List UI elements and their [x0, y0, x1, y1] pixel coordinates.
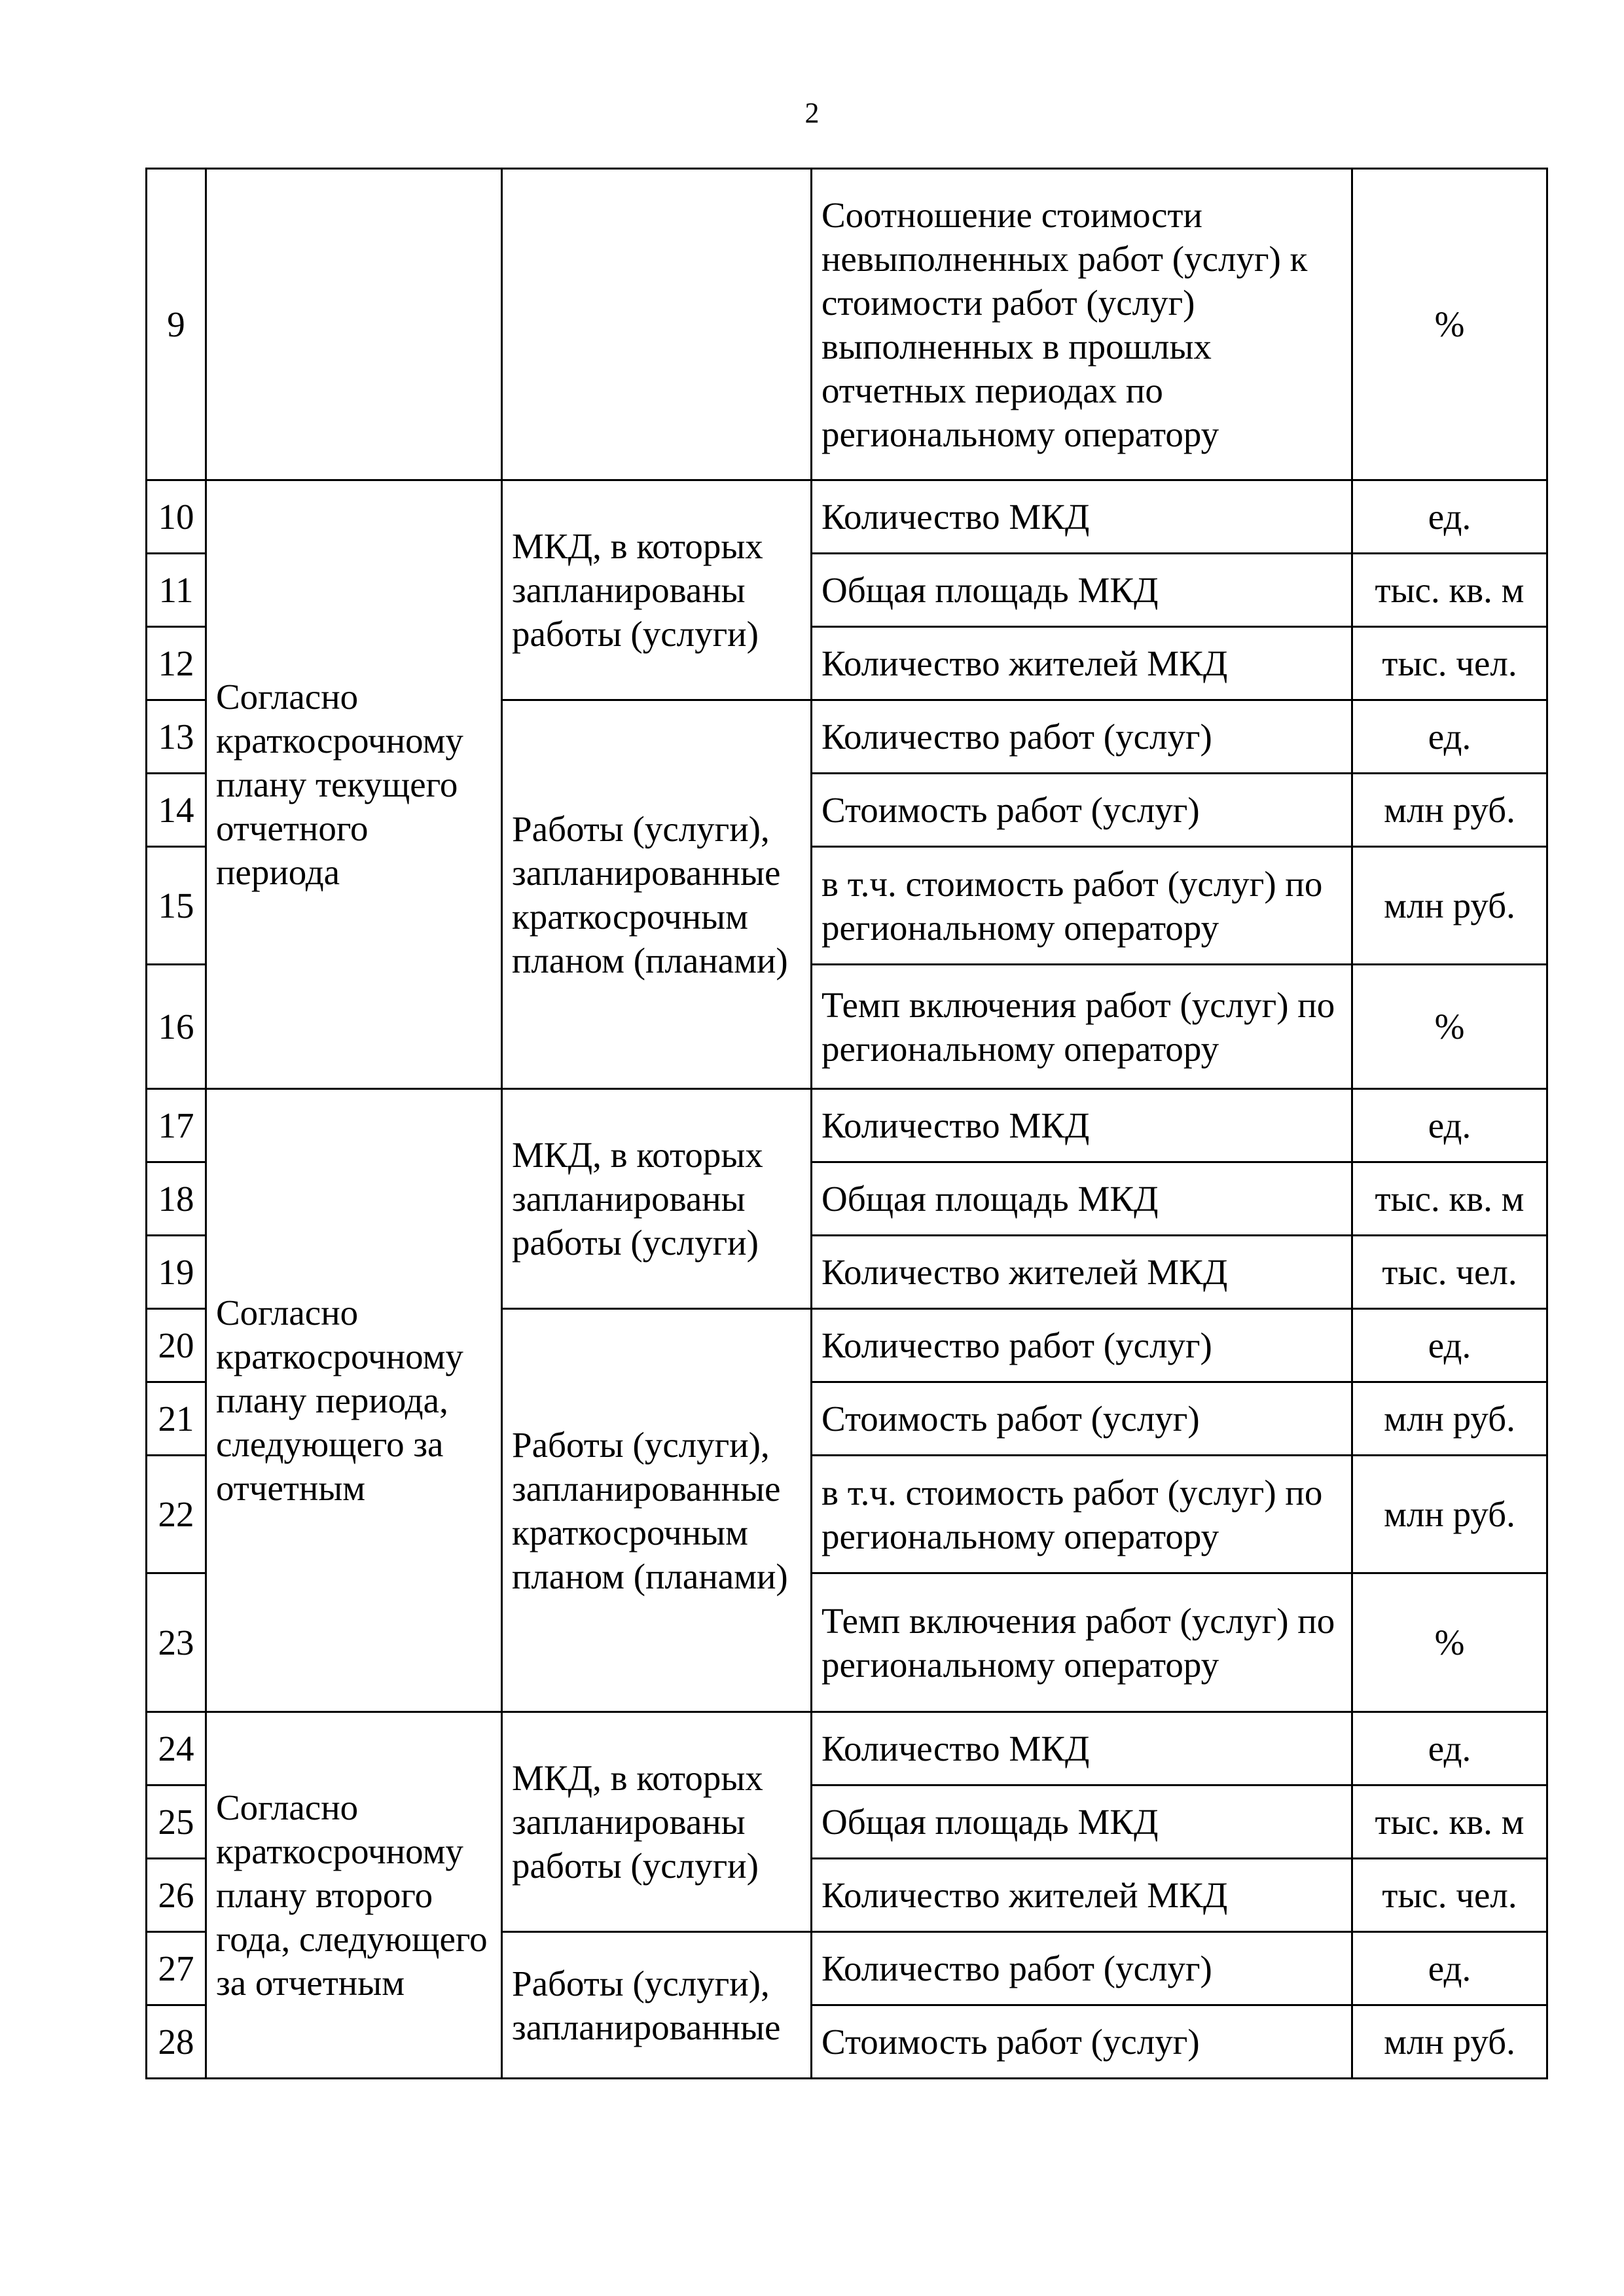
- row-number: 26: [147, 1859, 206, 1932]
- subgroup-cell: Работы (услуги), запланированные краткосрочным планом (планами): [502, 700, 812, 1089]
- row-number: 22: [147, 1456, 206, 1573]
- unit-cell: %: [1352, 169, 1547, 480]
- subgroup-cell: МКД, в которых запланированы работы (услуги): [502, 1089, 812, 1309]
- row-number: 20: [147, 1309, 206, 1382]
- unit-cell: тыс. кв. м: [1352, 1162, 1547, 1236]
- subgroup-cell: МКД, в которых запланированы работы (услуги): [502, 480, 812, 700]
- unit-cell: млн руб.: [1352, 1456, 1547, 1573]
- unit-cell: %: [1352, 965, 1547, 1089]
- unit-cell: ед.: [1352, 1932, 1547, 2005]
- indicator-name: Количество работ (услуг): [812, 700, 1352, 774]
- indicator-name: Количество МКД: [812, 480, 1352, 554]
- unit-cell: тыс. кв. м: [1352, 1785, 1547, 1859]
- unit-cell: ед.: [1352, 1712, 1547, 1785]
- row-number: 11: [147, 554, 206, 627]
- indicator-name: Стоимость работ (услуг): [812, 2005, 1352, 2079]
- indicator-name: Общая площадь МКД: [812, 1785, 1352, 1859]
- unit-cell: млн руб.: [1352, 2005, 1547, 2079]
- table-row: [147, 480, 1547, 554]
- row-number: 19: [147, 1236, 206, 1309]
- unit-cell: ед.: [1352, 480, 1547, 554]
- row-number: 24: [147, 1712, 206, 1785]
- indicator-name: в т.ч. стоимость работ (услуг) по региональному оператору: [812, 847, 1352, 965]
- row-number: 16: [147, 965, 206, 1089]
- indicator-name: Темп включения работ (услуг) по региональному оператору: [812, 1573, 1352, 1712]
- row-number: 21: [147, 1382, 206, 1456]
- indicator-name: Количество жителей МКД: [812, 1859, 1352, 1932]
- page-number: 2: [804, 97, 820, 129]
- unit-cell: %: [1352, 1573, 1547, 1712]
- subgroup-cell: Работы (услуги), запланированные: [502, 1932, 812, 2079]
- indicators-table: [145, 168, 1548, 2079]
- row-number: 10: [147, 480, 206, 554]
- unit-cell: ед.: [1352, 700, 1547, 774]
- indicator-name: Общая площадь МКД: [812, 554, 1352, 627]
- period-group-cell: Согласно краткосрочному плану периода, следующего за отчетным: [206, 1089, 502, 1712]
- row-number: 18: [147, 1162, 206, 1236]
- indicator-name: в т.ч. стоимость работ (услуг) по региональному оператору: [812, 1456, 1352, 1573]
- table-row: [147, 1089, 1547, 1162]
- unit-cell: ед.: [1352, 1309, 1547, 1382]
- row-number: 25: [147, 1785, 206, 1859]
- row-number: 27: [147, 1932, 206, 2005]
- indicator-name: Количество жителей МКД: [812, 627, 1352, 700]
- indicator-name: Стоимость работ (услуг): [812, 1382, 1352, 1456]
- indicator-name: Темп включения работ (услуг) по региональному оператору: [812, 965, 1352, 1089]
- period-group-cell: Согласно краткосрочному плану второго года, следующего за отчетным: [206, 1712, 502, 2079]
- indicator-name: Количество МКД: [812, 1712, 1352, 1785]
- period-group-cell: Согласно краткосрочному плану текущего отчетного периода: [206, 480, 502, 1089]
- unit-cell: ед.: [1352, 1089, 1547, 1162]
- row-number: 15: [147, 847, 206, 965]
- unit-cell: млн руб.: [1352, 1382, 1547, 1456]
- subgroup-cell-empty: [502, 169, 812, 480]
- row-number: 13: [147, 700, 206, 774]
- row-number: 12: [147, 627, 206, 700]
- table-row: [147, 169, 1547, 480]
- period-cell-empty: [206, 169, 502, 480]
- indicator-name: Количество работ (услуг): [812, 1932, 1352, 2005]
- row-number: 28: [147, 2005, 206, 2079]
- indicator-name: Количество работ (услуг): [812, 1309, 1352, 1382]
- unit-cell: тыс. чел.: [1352, 1859, 1547, 1932]
- unit-cell: тыс. чел.: [1352, 1236, 1547, 1309]
- unit-cell: млн руб.: [1352, 774, 1547, 847]
- indicator-name: Количество МКД: [812, 1089, 1352, 1162]
- indicator-name: Стоимость работ (услуг): [812, 774, 1352, 847]
- row-number: 17: [147, 1089, 206, 1162]
- row-number: 9: [147, 169, 206, 480]
- indicator-name: Общая площадь МКД: [812, 1162, 1352, 1236]
- unit-cell: млн руб.: [1352, 847, 1547, 965]
- unit-cell: тыс. чел.: [1352, 627, 1547, 700]
- table-row: [147, 1712, 1547, 1785]
- indicator-name: Соотношение стоимости невыполненных работ (услуг) к стоимости работ (услуг) выполненных в прошлых отчетных периодах по региональному оператору: [812, 169, 1352, 480]
- unit-cell: тыс. кв. м: [1352, 554, 1547, 627]
- indicator-name: Количество жителей МКД: [812, 1236, 1352, 1309]
- subgroup-cell: Работы (услуги), запланированные краткосрочным планом (планами): [502, 1309, 812, 1712]
- subgroup-cell: МКД, в которых запланированы работы (услуги): [502, 1712, 812, 1932]
- row-number: 14: [147, 774, 206, 847]
- row-number: 23: [147, 1573, 206, 1712]
